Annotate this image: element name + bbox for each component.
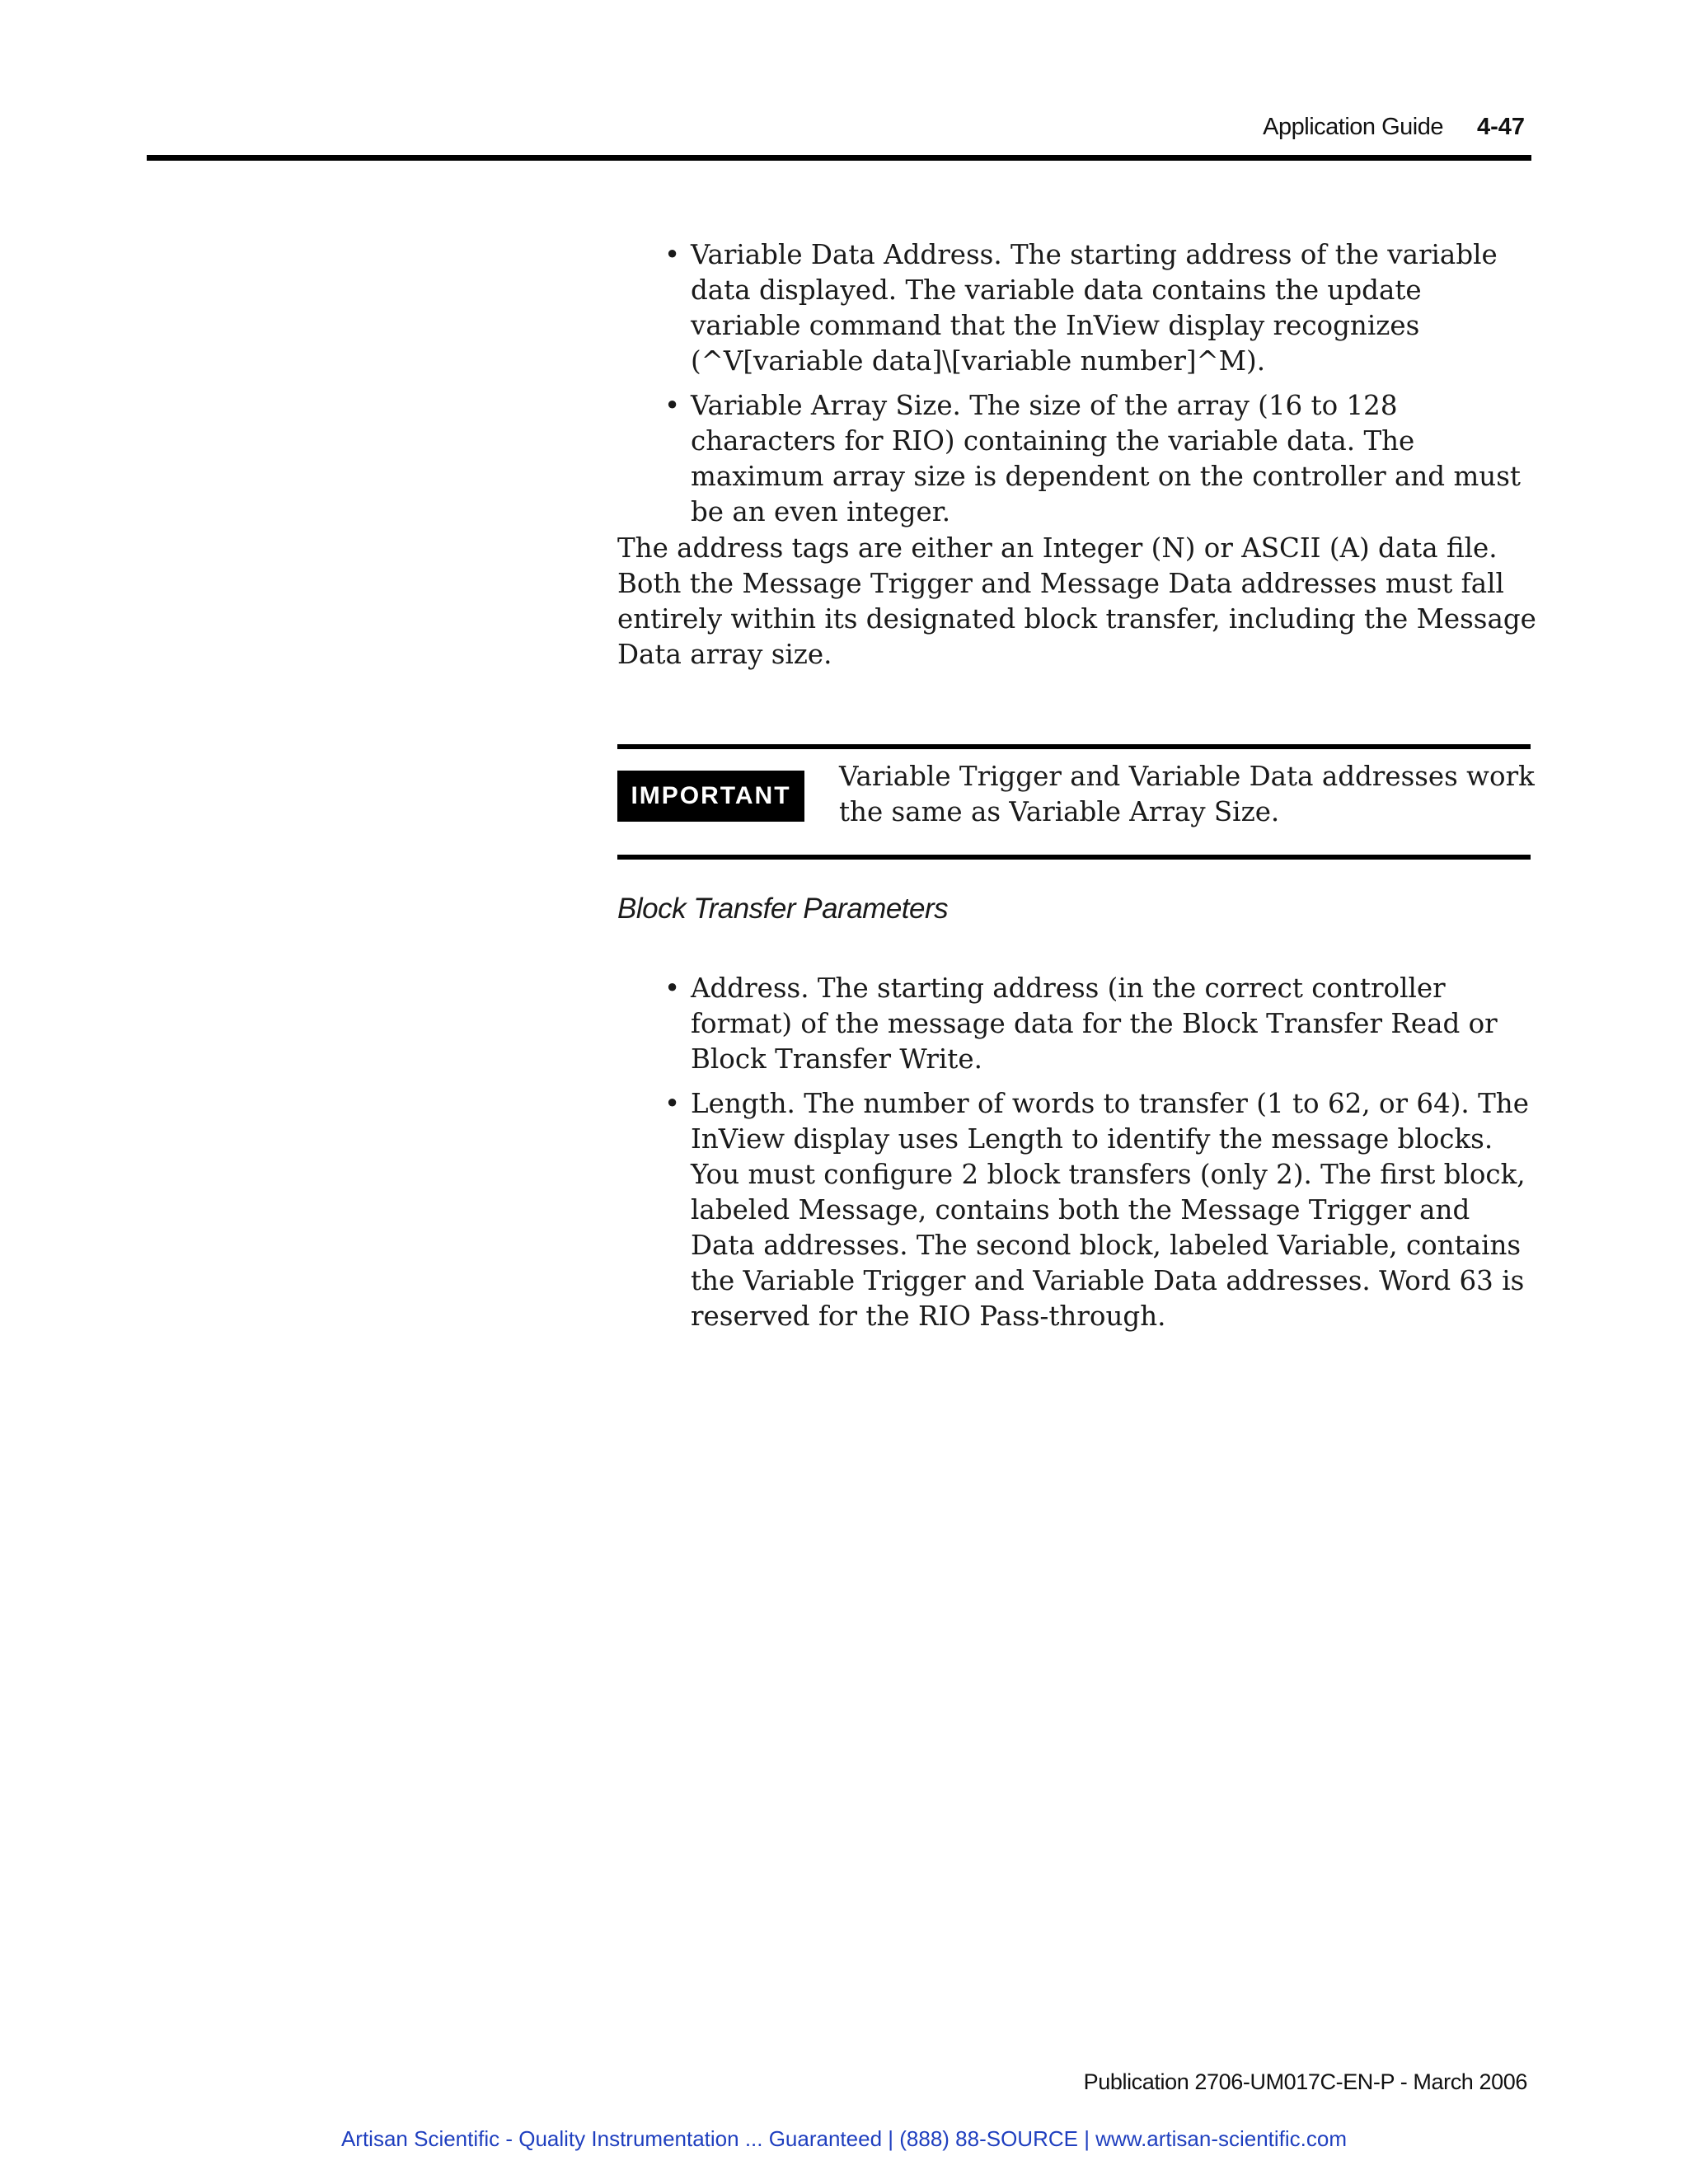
section-subheading: Block Transfer Parameters bbox=[617, 893, 949, 925]
bullet-marker: • bbox=[664, 1088, 681, 1119]
list-item-text: Address. The starting address (in the correct controller format) of the message data for the Block Transfer Read or Block Transfer Write. bbox=[691, 972, 1498, 1075]
bullet-list-bottom bbox=[664, 971, 1538, 1343]
list-item-text: Variable Data Address. The starting address of the variable data displayed. The variable data contains the update variable command that the InView display recognizes (^V[variable data]\[variable number]^M). bbox=[691, 239, 1498, 377]
important-badge: IMPORTANT bbox=[617, 771, 804, 822]
bullet-list-top bbox=[664, 237, 1538, 539]
body-paragraph: The address tags are either an Integer (N) or ASCII (A) data file. Both the Message Trigger and Message Data addresses must fall entirely within its designated block transfer, including the Message Data array size. bbox=[617, 532, 1536, 670]
list-item bbox=[664, 237, 1538, 379]
important-note-text: Variable Trigger and Variable Data addresses work the same as Variable Array Size. bbox=[839, 761, 1535, 827]
important-rule-bottom bbox=[617, 855, 1531, 860]
list-item-text: Variable Array Size. The size of the array (16 to 128 characters for RIO) containing the variable data. The maximum array size is dependent on the controller and must be an even integer. bbox=[691, 390, 1521, 527]
running-header-title: Application Guide bbox=[1263, 114, 1443, 140]
list-item bbox=[664, 1086, 1538, 1334]
page-number: 4-47 bbox=[1477, 114, 1526, 140]
important-rule-top bbox=[617, 744, 1531, 749]
bullet-marker: • bbox=[664, 239, 681, 270]
bullet-marker: • bbox=[664, 972, 681, 1004]
bullet-marker: • bbox=[664, 390, 681, 421]
list-item-text: Length. The number of words to transfer (1 to 62, or 64). The InView display uses Length to identify the message blocks. You must configure 2 block transfers (only 2). The first block, labeled Message, contains both the Message Trigger and Data addresses. The second block, labeled Variable, contains the Variable Trigger and Variable Data addresses. Word 63 is reserved for the RIO Pass-through. bbox=[691, 1088, 1529, 1332]
watermark-link[interactable]: Artisan Scientific - Quality Instrumentation ... Guaranteed | (888) 88-SOURCE | www.artisan-scientific.com bbox=[340, 2126, 1348, 2151]
list-item bbox=[664, 388, 1538, 530]
list-item bbox=[664, 971, 1538, 1077]
publication-footer: Publication 2706-UM017C-EN-P - March 2006 bbox=[1083, 2069, 1527, 2094]
header-rule bbox=[147, 155, 1531, 161]
